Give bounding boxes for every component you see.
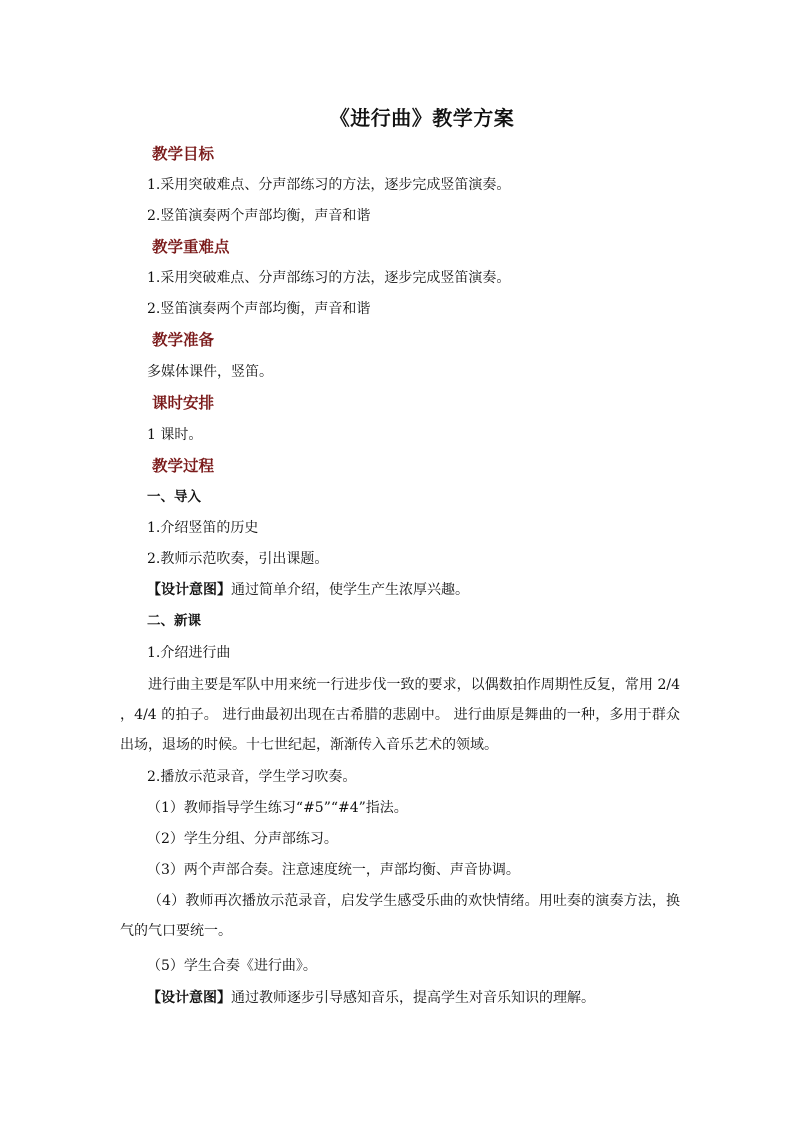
step-2: （2）学生分组、分声部练习。 <box>147 831 338 847</box>
new-lesson-item-1: 1.介绍进行曲 <box>147 645 231 661</box>
intro-item-2: 2.教师示范吹奏，引出课题。 <box>147 551 329 567</box>
step-1: （1）教师指导学生练习“#5”“#4”指法。 <box>147 800 408 816</box>
preparation-text: 多媒体课件，竖笛。 <box>147 364 273 380</box>
objectives-heading: 教学目标 <box>152 144 215 163</box>
process-heading: 教学过程 <box>152 456 215 475</box>
schedule-heading: 课时安排 <box>152 393 215 412</box>
new-lesson-item-2: 2.播放示范录音，学生学习吹奏。 <box>147 769 357 785</box>
key-point-item-1: 1.采用突破难点、分声部练习的方法，逐步完成竖笛演奏。 <box>147 270 511 286</box>
new-lesson-heading: 二、新课 <box>147 613 201 629</box>
page-title: 《进行曲》教学方案 <box>329 106 515 130</box>
design-intent-text: 通过教师逐步引导感知音乐，提高学生对音乐知识的理解。 <box>231 990 595 1006</box>
objective-item-1: 1.采用突破难点、分声部练习的方法，逐步完成竖笛演奏。 <box>147 177 511 193</box>
design-intent-text: 通过简单介绍，使学生产生浓厚兴趣。 <box>231 582 469 598</box>
intro-heading: 一、导入 <box>147 489 201 505</box>
march-description-paragraph: 进行曲主要是军队中用来统一行进步伐一致的要求，以偶数拍作周期性反复，常用 2/4 ，4/4 的拍子。 进行曲最初出现在古希腊的悲剧中。 进行曲原是舞曲的一种，多用于群众出场，退场的时候。十七世纪起，渐渐传入音乐艺术的领域。 <box>120 677 680 753</box>
preparation-heading: 教学准备 <box>152 330 215 349</box>
key-points-heading: 教学重难点 <box>152 237 230 256</box>
design-intent-label: 【设计意图】 <box>147 990 231 1006</box>
schedule-text: 1 课时。 <box>147 427 203 443</box>
design-intent-label: 【设计意图】 <box>147 582 231 598</box>
key-point-item-2: 2.竖笛演奏两个声部均衡，声音和谐 <box>147 301 371 317</box>
intro-item-1: 1.介绍竖笛的历史 <box>147 520 259 536</box>
step-4: （4）教师再次播放示范录音，启发学生感受乐曲的欢快情绪。用吐奏的演奏方法，换气的气口要统一。 <box>120 893 680 939</box>
objective-item-2: 2.竖笛演奏两个声部均衡，声音和谐 <box>147 208 371 224</box>
intro-design-intent <box>147 580 687 600</box>
step-3: （3）两个声部合奏。注意速度统一，声部均衡、声音协调。 <box>147 862 520 878</box>
new-lesson-design-intent <box>147 988 687 1008</box>
step-5: （5）学生合奏《进行曲》。 <box>147 958 317 974</box>
